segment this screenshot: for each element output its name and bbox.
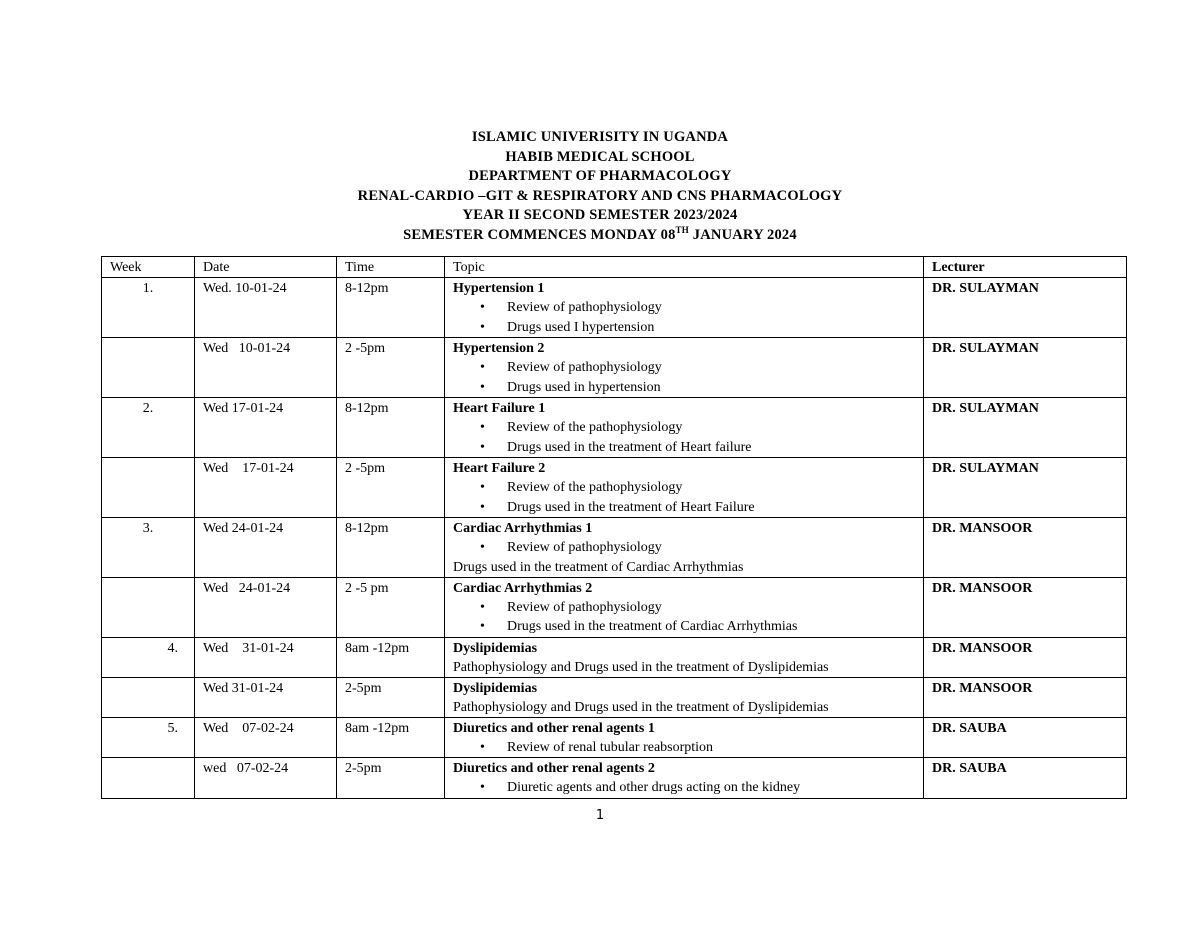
week-cell: 1. bbox=[102, 278, 195, 338]
table-row bbox=[102, 338, 1127, 398]
time-cell: 8am -12pm bbox=[337, 637, 445, 677]
date-cell: Wed 24-01-24 bbox=[195, 518, 337, 578]
time-cell: 2-5pm bbox=[337, 758, 445, 799]
topic-bullet: • Drugs used in the treatment of Heart Failure bbox=[453, 498, 915, 518]
topic-cell bbox=[445, 577, 924, 637]
topic-title: Hypertension 1 bbox=[453, 281, 545, 296]
lecturer-cell: DR. MANSOOR bbox=[924, 518, 1127, 578]
table-row bbox=[102, 758, 1127, 799]
week-cell: 2. bbox=[102, 398, 195, 458]
table-row bbox=[102, 458, 1127, 518]
lecturer-cell: DR. MANSOOR bbox=[924, 677, 1127, 717]
date-cell: Wed 31-01-24 bbox=[195, 677, 337, 717]
lecturer-cell: DR. SULAYMAN bbox=[924, 398, 1127, 458]
time-cell: 2 -5pm bbox=[337, 338, 445, 398]
topic-bullet-list bbox=[453, 738, 915, 758]
topic-bullet: • Review of pathophysiology bbox=[453, 538, 915, 558]
table-row bbox=[102, 677, 1127, 717]
school-name: HABIB MEDICAL SCHOOL bbox=[505, 148, 695, 165]
time-cell: 2-5pm bbox=[337, 677, 445, 717]
header-time: Time bbox=[337, 257, 445, 278]
date-cell: Wed 17-01-24 bbox=[195, 458, 337, 518]
lecturer-cell: DR. SULAYMAN bbox=[924, 338, 1127, 398]
time-cell: 2 -5 pm bbox=[337, 577, 445, 637]
topic-bullet: • Review of pathophysiology bbox=[453, 298, 915, 318]
topic-bullet-list bbox=[453, 358, 915, 397]
header-lecturer: Lecturer bbox=[924, 257, 1127, 278]
week-cell bbox=[102, 758, 195, 799]
semester-line: YEAR II SECOND SEMESTER 2023/2024 bbox=[462, 207, 738, 223]
lecturer-cell: DR. MANSOOR bbox=[924, 577, 1127, 637]
topic-bullet: • Review of the pathophysiology bbox=[453, 478, 915, 498]
time-cell: 8am -12pm bbox=[337, 717, 445, 758]
table-header-row bbox=[102, 257, 1127, 278]
lecturer-cell: DR. SAUBA bbox=[924, 758, 1127, 799]
topic-title: Dyslipidemias bbox=[453, 640, 538, 656]
topic-bullet-list bbox=[453, 538, 915, 558]
week-cell bbox=[102, 458, 195, 518]
week-cell bbox=[102, 677, 195, 717]
topic-description: Drugs used in the treatment of Cardiac Arrhythmias bbox=[453, 559, 744, 575]
topic-title: Cardiac Arrhythmias 2 bbox=[453, 580, 593, 596]
table-row bbox=[102, 717, 1127, 758]
topic-bullet: • Drugs used in hypertension bbox=[453, 378, 915, 398]
topic-description: Pathophysiology and Drugs used in the treatment of Dyslipidemias bbox=[453, 659, 829, 675]
lecturer-cell: DR. SULAYMAN bbox=[924, 278, 1127, 338]
topic-title: Hypertension 2 bbox=[453, 341, 545, 356]
topic-title: Heart Failure 1 bbox=[453, 401, 546, 416]
topic-bullet: • Drugs used in the treatment of Heart failure bbox=[453, 438, 915, 458]
topic-description: Pathophysiology and Drugs used in the treatment of Dyslipidemias bbox=[453, 699, 829, 715]
page-number: 1 bbox=[595, 808, 605, 823]
topic-bullet-list bbox=[453, 298, 915, 337]
table-row bbox=[102, 637, 1127, 677]
header-week: Week bbox=[102, 257, 195, 278]
date-cell: Wed 07-02-24 bbox=[195, 717, 337, 758]
topic-bullet: • Diuretic agents and other drugs acting on the kidney bbox=[453, 778, 915, 798]
week-cell: 4. bbox=[102, 637, 195, 677]
date-cell: Wed 17-01-24 bbox=[195, 398, 337, 458]
topic-bullet: • Drugs used in the treatment of Cardiac Arrhythmias bbox=[453, 617, 915, 637]
table-row bbox=[102, 577, 1127, 637]
topic-bullet-list bbox=[453, 598, 915, 637]
time-cell: 8-12pm bbox=[337, 398, 445, 458]
topic-cell bbox=[445, 677, 924, 717]
time-cell: 8-12pm bbox=[337, 518, 445, 578]
date-cell: Wed 24-01-24 bbox=[195, 577, 337, 637]
time-cell: 2 -5pm bbox=[337, 458, 445, 518]
topic-title: Diuretics and other renal agents 2 bbox=[453, 761, 655, 776]
table-row bbox=[102, 518, 1127, 578]
schedule-table bbox=[101, 256, 1127, 799]
topic-bullet: • Review of the pathophysiology bbox=[453, 418, 915, 438]
week-cell: 3. bbox=[102, 518, 195, 578]
topic-cell bbox=[445, 338, 924, 398]
topic-cell bbox=[445, 518, 924, 578]
topic-cell bbox=[445, 637, 924, 677]
topic-cell bbox=[445, 398, 924, 458]
date-cell: Wed. 10-01-24 bbox=[195, 278, 337, 338]
date-cell: Wed 10-01-24 bbox=[195, 338, 337, 398]
topic-title: Diuretics and other renal agents 1 bbox=[453, 720, 655, 736]
topic-bullet-list bbox=[453, 778, 915, 798]
table-row bbox=[102, 278, 1127, 338]
time-cell: 8-12pm bbox=[337, 278, 445, 338]
week-cell bbox=[102, 577, 195, 637]
topic-cell bbox=[445, 458, 924, 518]
document-header bbox=[0, 128, 1200, 245]
topic-title: Cardiac Arrhythmias 1 bbox=[453, 521, 593, 536]
topic-bullet: • Review of pathophysiology bbox=[453, 358, 915, 378]
topic-title: Heart Failure 2 bbox=[453, 461, 546, 476]
university-name: ISLAMIC UNIVERISITY IN UGANDA bbox=[471, 129, 729, 145]
course-title: RENAL-CARDIO –GIT & RESPIRATORY AND CNS PHARMACOLOGY bbox=[357, 187, 843, 204]
lecturer-cell: DR. MANSOOR bbox=[924, 637, 1127, 677]
topic-bullet-list bbox=[453, 418, 915, 457]
header-topic: Topic bbox=[445, 257, 924, 278]
topic-bullet: • Review of pathophysiology bbox=[453, 598, 915, 618]
commence-line: SEMESTER COMMENCES MONDAY 08TH JANUARY 2024 bbox=[403, 224, 797, 243]
lecturer-cell: DR. SAUBA bbox=[924, 717, 1127, 758]
topic-bullet: • Review of renal tubular reabsorption bbox=[453, 738, 915, 758]
week-cell: 5. bbox=[102, 717, 195, 758]
topic-cell bbox=[445, 278, 924, 338]
table-row bbox=[102, 398, 1127, 458]
topic-title: Dyslipidemias bbox=[453, 680, 538, 696]
department-name: DEPARTMENT OF PHARMACOLOGY bbox=[468, 168, 732, 184]
date-cell: wed 07-02-24 bbox=[195, 758, 337, 799]
topic-bullet: • Drugs used I hypertension bbox=[453, 318, 915, 338]
header-date: Date bbox=[195, 257, 337, 278]
topic-cell bbox=[445, 758, 924, 799]
date-cell: Wed 31-01-24 bbox=[195, 637, 337, 677]
lecturer-cell: DR. SULAYMAN bbox=[924, 458, 1127, 518]
topic-cell bbox=[445, 717, 924, 758]
week-cell bbox=[102, 338, 195, 398]
topic-bullet-list bbox=[453, 478, 915, 517]
